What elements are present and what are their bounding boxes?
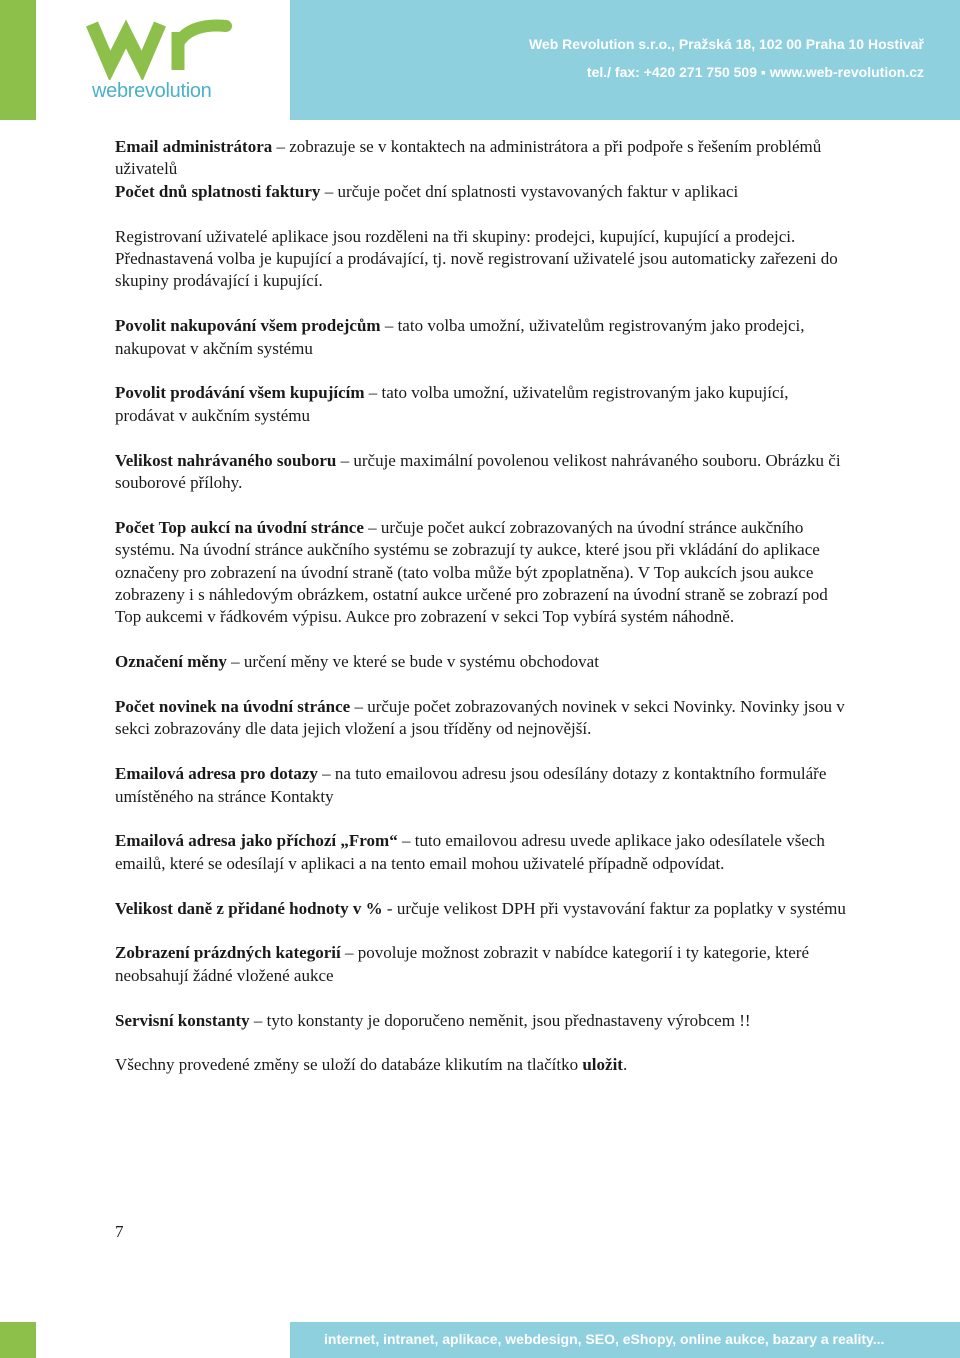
term: Email administrátora (115, 137, 273, 156)
company-logo (86, 14, 246, 106)
footer-green-block (0, 1322, 36, 1358)
paragraph-empty-categories (115, 942, 850, 987)
paragraph-inquiry-email (115, 763, 850, 808)
paragraph-top-auctions (115, 517, 850, 629)
term: Emailová adresa pro dotazy (115, 764, 318, 784)
paragraph-allow-buying (115, 315, 850, 360)
logo-wr-mark (86, 14, 246, 80)
header-green-block (0, 0, 36, 120)
term: Počet novinek na úvodní stránce (115, 697, 351, 717)
paragraph-currency (115, 651, 850, 673)
description: Registrovaní uživatelé aplikace jsou rozděleni na tři skupiny: prodejci, kupující, kupující a prodejci. Přednastavená volba je kupující a prodávající, tj. nově registrovaní uživatelé jsou automaticky zařezeni do skupiny prodávající i kupující. (115, 226, 838, 291)
company-contact: tel./ fax: +420 271 750 509 ▪ www.web-revolution.cz (586, 64, 924, 80)
term: Velikost daně z přidané hodnoty v % (115, 898, 383, 918)
description: – tato volba umožní, uživatelům registrovaným jako prodejci, nakupovat v akčním systému (115, 316, 805, 358)
description: – zobrazuje se v kontaktech na administrátora a při podpoře s řešením problémů uživatelů (115, 137, 822, 179)
term: Označení měny (115, 652, 227, 672)
description: – tuto emailovou adresu uvede aplikace jako odesílatele všech emailů, které se odesílají v aplikaci a na tento email mohou uživatelé případně odpovídat. (115, 831, 825, 873)
paragraph-user-groups (115, 226, 850, 293)
description: - určuje velikost DPH při vystavování faktur za poplatky v systému (382, 898, 846, 918)
paragraph-from-email (115, 830, 850, 875)
save-keyword: uložit (582, 1055, 623, 1075)
paragraph-service-constants (115, 1010, 850, 1032)
footer-band (290, 1322, 960, 1358)
description: Všechny provedené změny se uloží do databáze klikutím na tlačítko (115, 1055, 583, 1075)
term: Počet Top aukcí na úvodní stránce (115, 517, 364, 537)
footer-tagline: internet, intranet, aplikace, webdesign, SEO, eShopy, online aukce, bazary a reality... (324, 1331, 885, 1347)
description: – určuje maximální povolenou velikost nahrávaného souboru. Obrázku či souborové přílohy. (115, 450, 841, 493)
term: Velikost nahrávaného souboru (115, 450, 337, 470)
paragraph-invoice-due (115, 181, 850, 203)
description: – na tuto emailovou adresu jsou odesílány dotazy z kontaktního formuláře umístěného na stránce Kontakty (115, 764, 827, 806)
description: – tyto konstanty je doporučeno neměnit, jsou přednastaveny výrobcem !! (249, 1010, 751, 1030)
term: Povolit prodávání všem kupujícím (115, 383, 365, 403)
company-address: Web Revolution s.r.o., Pražská 18, 102 00 Praha 10 Hostivař (528, 36, 924, 52)
paragraph-email-admin (115, 136, 850, 181)
paragraph-upload-size (115, 450, 850, 495)
paragraph-news-count (115, 696, 850, 741)
description: – určuje počet aukcí zobrazovaných na úvodní stránce aukčního systému. Na úvodní stránce aukčního systému se zobrazují ty aukce, které jsou při vkládání do aplikace označeny pro zobrazení na úvodní straně (tato volba může být zpoplatněna). V Top aukcích jsou aukce zobrazeny i s náhledovým obrázkem, ostatní aukce určené pro zobrazení na úvodní straně se zobrazí pod Top aukcemi v řádkovém výpisu. Aukce pro zobrazení v sekci Top vybírá systém náhodně. (115, 517, 828, 627)
description: – určuje počet zobrazovaných novinek v sekci Novinky. Novinky jsou v sekci zobrazovány dle data jejich vložení a jsou tříděny od nejnovější. (115, 697, 845, 739)
punctuation: . (622, 1055, 628, 1075)
term: Emailová adresa jako příchozí „From“ (115, 831, 398, 851)
paragraph-vat (115, 898, 850, 920)
paragraph-closing (115, 1054, 850, 1076)
description: – povoluje možnost zobrazit v nabídce kategorií i ty kategorie, které neobsahují žádné vložené aukce (115, 943, 810, 985)
logo-text: webrevolution (92, 80, 212, 102)
description: – určuje počet dní splatnosti vystavovaných faktur v aplikaci (320, 181, 739, 201)
term: Povolit nakupování všem prodejcům (115, 316, 381, 336)
description: – určení měny ve které se bude v systému obchodovat (226, 652, 599, 672)
term: Počet dnů splatnosti faktury (115, 181, 321, 201)
description: – tato volba umožní, uživatelům registrovaným jako kupující, prodávat v aukčním systému (115, 383, 789, 425)
page-number: 7 (115, 1222, 124, 1241)
term: Servisní konstanty (115, 1010, 250, 1030)
header-band (290, 0, 960, 120)
document-body (115, 136, 850, 1099)
term: Zobrazení prázdných kategorií (115, 943, 341, 963)
paragraph-allow-selling (115, 382, 850, 427)
